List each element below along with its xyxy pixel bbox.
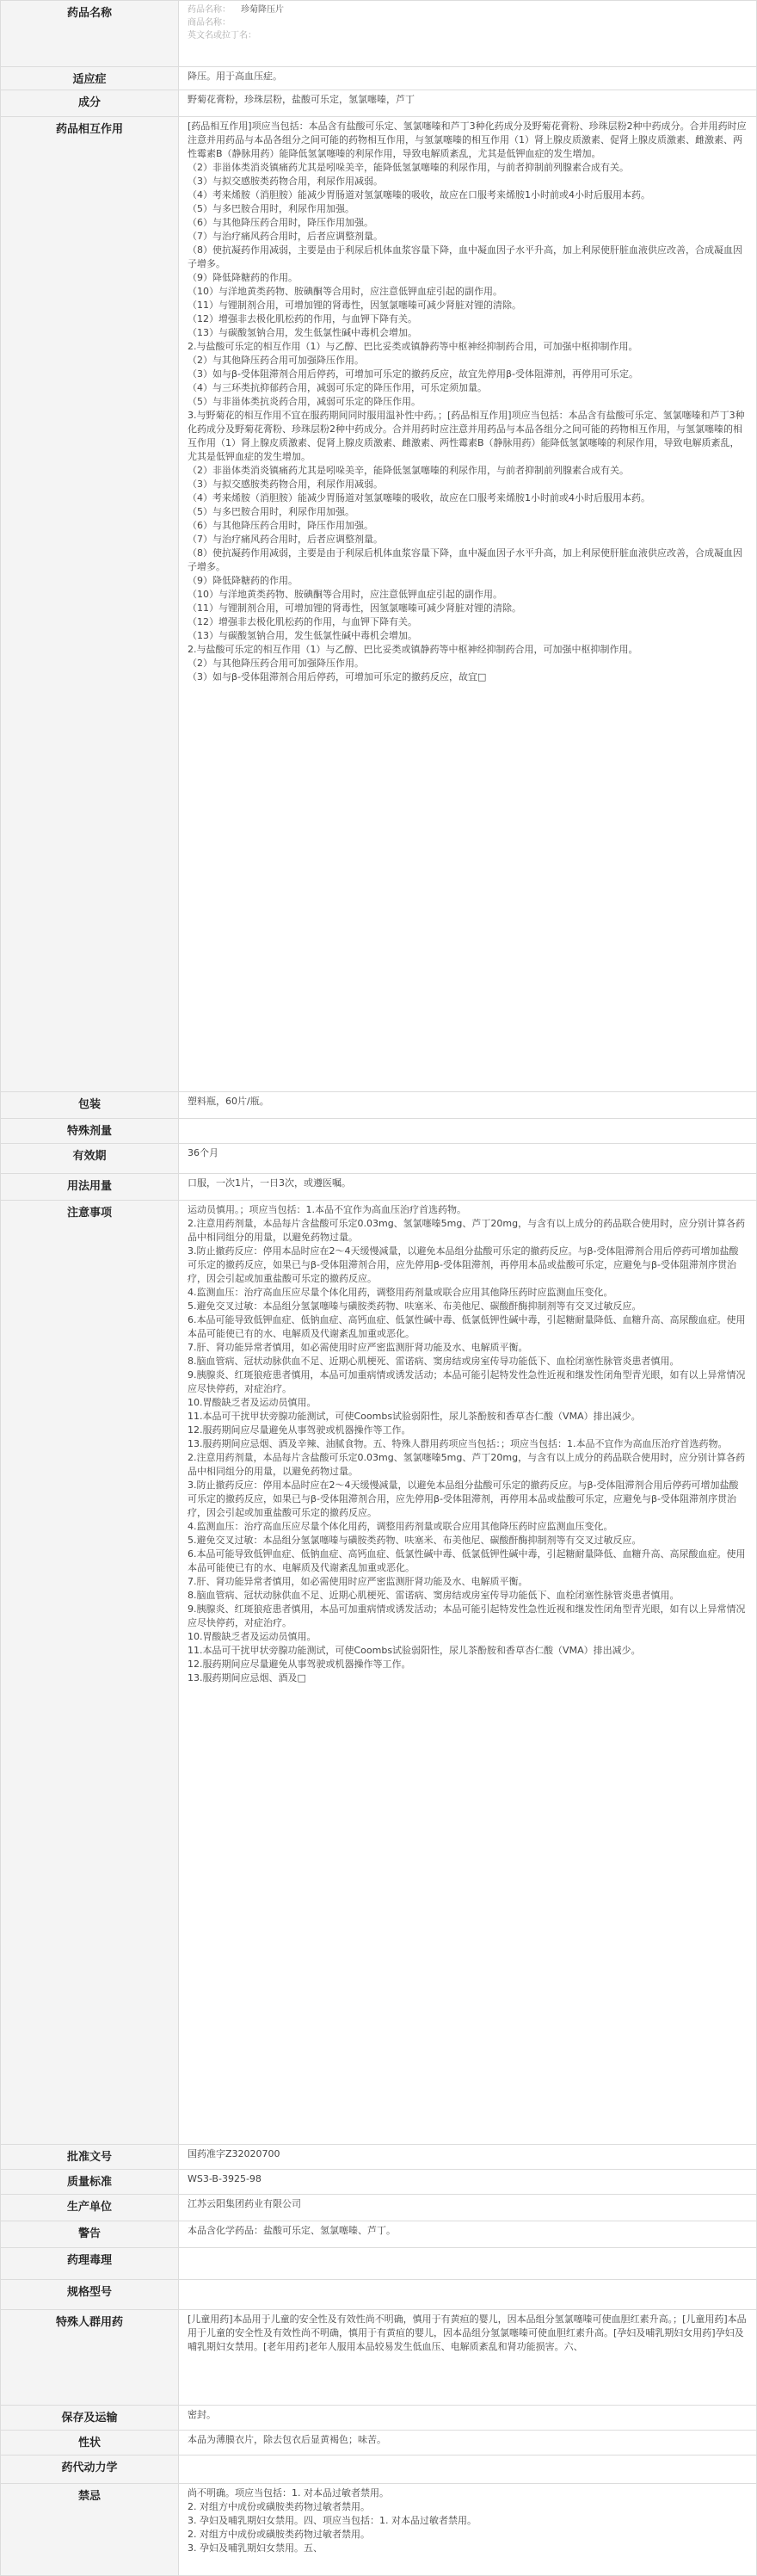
value-pharmacokinetics (179, 2456, 757, 2484)
row-pharmacokinetics (1, 2456, 757, 2484)
text-paragraph: （8）使抗凝药作用减弱，主要是由于利尿后机体血浆容量下降，血中凝血因子水平升高，加上利尿使肝脏血液供应改善，合成凝血因子增多。 (188, 244, 742, 269)
text-paragraph: （3）如与β-受体阻滞剂合用后停药，可增加可乐定的撤药反应，故宜□ (188, 671, 487, 683)
value-indications: 降压。用于高血压症。 (179, 67, 757, 90)
name-line-trade (188, 16, 748, 29)
label-composition: 成分 (1, 90, 179, 117)
label-validity: 有效期 (1, 1144, 179, 1174)
label-cautions: 注意事项 (1, 1201, 179, 2145)
text-paragraph: （2）非甾体类消炎镇痛药尤其是吲哚美辛，能降低氢氯噻嗪的利尿作用，与前者抑制前列腺素合成有关。 (188, 465, 629, 476)
row-drug-name (1, 1, 757, 67)
text-paragraph: （11）与锂制剂合用，可增加锂的肾毒性，因氢氯噻嗪可减少肾脏对锂的清除。 (188, 602, 521, 614)
text-paragraph: （13）与碳酸氢钠合用，发生低氯性碱中毒机会增加。 (188, 327, 417, 338)
text-paragraph: （10）与洋地黄类药物、胺碘酮等合用时，应注意低钾血症引起的副作用。 (188, 589, 502, 600)
text-paragraph: （4）考来烯胺（消胆胺）能减少胃肠道对氢氯噻嗪的吸收，故应在口服考来烯胺1小时前或4小时后服用本药。 (188, 189, 650, 201)
text-paragraph: 13.服药期间应忌烟、酒及辛辣、油腻食物。五、特殊人群用药项应当包括：；项应当包括：1.本品不宜作为高血压治疗首选药物。 (188, 1438, 728, 1449)
label-pharmacokinetics: 药代动力学 (1, 2456, 179, 2484)
text-paragraph: 10.胃酸缺乏者及运动员慎用。 (188, 1397, 317, 1408)
text-paragraph: 2.与盐酸可乐定的相互作用（1）与乙醇、巴比妥类或镇静药等中枢神经抑制药合用，可加强中枢抑制作用。 (188, 644, 638, 655)
text-paragraph: 3.与野菊花的相互作用不宜在服药期间同时服用温补性中药。；[药品相互作用]项应当包括：本品含有盐酸可乐定、氢氯噻嗪和芦丁3种化药成分及野菊花膏粉、珍珠层粉2种中药成分。合并用药时应注意并用药品与本品各组分之间可能的药物相互作用，与氢氯噻嗪的相互作用（1）肾上腺皮质激素、促肾上腺皮质激素、雌激素、两性霉素B（静脉用药）能降低氢氯噻嗪的利尿作用，导致电解质紊乱，尤其是低钾血症的发生增加。 (188, 410, 745, 462)
text-paragraph: （11）与锂制剂合用，可增加锂的肾毒性，因氢氯噻嗪可减少肾脏对锂的清除。 (188, 300, 521, 311)
text-paragraph: （4）考来烯胺（消胆胺）能减少胃肠道对氢氯噻嗪的吸收，故应在口服考来烯胺1小时前或4小时后服用本药。 (188, 492, 650, 503)
text-paragraph: 2. 对组方中成份或磺胺类药物过敏者禁用。 (188, 2529, 370, 2540)
label-special-dosage: 特殊剂量 (1, 1119, 179, 1144)
text-paragraph: （4）与三环类抗抑郁药合用，减弱可乐定的降压作用，可乐定须加量。 (188, 382, 487, 393)
row-pharmacology (1, 2248, 757, 2280)
text-paragraph: 3.防止撤药反应：停用本品时应在2～4天缓慢减量，以避免本品组分盐酸可乐定的撤药反应。与β-受体阻滞剂合用后停药可增加盐酸可乐定的撤药反应，如果已与β-受体阻滞剂合用，应先停用β-受体阻滞剂，再停用本品或盐酸可乐定，应避免与β-受体阻滞剂序贯治疗，因会引起或加重盐酸可乐定的撤药反应。 (188, 1245, 739, 1284)
text-paragraph: 10.胃酸缺乏者及运动员慎用。 (188, 1631, 317, 1642)
text-paragraph: 3. 孕妇及哺乳期妇女禁用。五、 (188, 2542, 323, 2554)
text-paragraph: （5）与非甾体类抗炎药合用，减弱可乐定的降压作用。 (188, 396, 421, 407)
text-paragraph: [药品相互作用]项应当包括：本品含有盐酸可乐定、氢氯噻嗪和芦丁3种化药成分及野菊花膏粉、珍珠层粉2种中药成分。合并用药时应注意并用药品与本品各组分之间可能的药物相互作用，与氢氯噻嗪的相互作用（1）肾上腺皮质激素、促肾上腺皮质激素、雌激素、两性霉素B（静脉用药）能降低氢氯噻嗪的利尿作用，导致电解质紊乱，尤其是低钾血症的发生增加。 (188, 120, 747, 159)
label-special-populations: 特殊人群用药 (1, 2310, 179, 2406)
text-paragraph: 12.服药期间应尽量避免从事驾驶或机器操作等工作。 (188, 1424, 411, 1436)
text-paragraph: 运动员慎用。；项应当包括：1.本品不宜作为高血压治疗首选药物。 (188, 1204, 466, 1215)
row-usage (1, 1174, 757, 1201)
text-paragraph: （3）与拟交感胺类药物合用，利尿作用减弱。 (188, 479, 383, 490)
text-paragraph: 13.服药期间应忌烟、酒及□ (188, 1672, 306, 1683)
value-contraindications (179, 2484, 757, 2576)
value-approval-number: 国药准字Z32020700 (179, 2145, 757, 2170)
value-usage: 口服，一次1片，一日3次，或遵医嘱。 (179, 1174, 757, 1201)
value-special-dosage (179, 1119, 757, 1144)
generic-name: 珍菊降压片 (241, 5, 284, 15)
value-specification (179, 2280, 757, 2310)
value-drug-name (179, 1, 757, 67)
name-line-label: 商品名称： (188, 18, 231, 28)
value-cautions (179, 1201, 757, 2145)
row-validity (1, 1144, 757, 1174)
row-packaging (1, 1092, 757, 1119)
row-special-populations (1, 2310, 757, 2406)
label-quality-standard: 质量标准 (1, 2170, 179, 2195)
text-paragraph: 2.注意用药剂量，本品每片含盐酸可乐定0.03mg、氢氯噻嗪5mg、芦丁20mg，与含有以上成分的药品联合使用时，应分别计算各药品中相同组分的用量，以避免药物过量。 (188, 1452, 746, 1477)
row-storage (1, 2406, 757, 2431)
row-interactions (1, 117, 757, 1092)
text-paragraph: 12.服药期间应尽量避免从事驾驶或机器操作等工作。 (188, 1659, 411, 1670)
text-paragraph: 11.本品可干扰甲状旁腺功能测试，可使Coombs试验弱阳性，尿儿茶酚胺和香草杏仁酸（VMA）排出减少。 (188, 1645, 641, 1656)
label-approval-number: 批准文号 (1, 2145, 179, 2170)
text-paragraph: （8）使抗凝药作用减弱，主要是由于利尿后机体血浆容量下降，血中凝血因子水平升高，加上利尿使肝脏血液供应改善，合成凝血因子增多。 (188, 547, 742, 572)
text-paragraph: （13）与碳酸氢钠合用，发生低氯性碱中毒机会增加。 (188, 630, 417, 641)
label-specification: 规格型号 (1, 2280, 179, 2310)
row-composition (1, 90, 757, 117)
label-storage: 保存及运输 (1, 2406, 179, 2431)
text-paragraph: 3.防止撤药反应：停用本品时应在2～4天缓慢减量，以避免本品组分盐酸可乐定的撤药反应。与β-受体阻滞剂合用后停药可增加盐酸可乐定的撤药反应，如果已与β-受体阻滞剂合用，应先停用β-受体阻滞剂，再停用本品或盐酸可乐定，应避免与β-受体阻滞剂序贯治疗，因会引起或加重盐酸可乐定的撤药反应。 (188, 1480, 739, 1518)
label-drug-name: 药品名称 (1, 1, 179, 67)
name-line-label: 英文名或拉丁名： (188, 31, 256, 40)
text-paragraph: （10）与洋地黄类药物、胺碘酮等合用时，应注意低钾血症引起的副作用。 (188, 286, 502, 297)
text-paragraph: （2）与其他降压药合用可加强降压作用。 (188, 658, 364, 669)
text-paragraph: 尚不明确。项应当包括：1. 对本品过敏者禁用。 (188, 2487, 389, 2499)
text-paragraph: （6）与其他降压药合用时，降压作用加强。 (188, 520, 373, 531)
contraindications-list (188, 2486, 748, 2555)
text-paragraph: 2.与盐酸可乐定的相互作用（1）与乙醇、巴比妥类或镇静药等中枢神经抑制药合用，可加强中枢抑制作用。 (188, 341, 638, 352)
text-paragraph: 7.肝、肾功能异常者慎用，如必需使用时应严密监测肝肾功能及水、电解质平衡。 (188, 1576, 528, 1587)
text-paragraph: （7）与治疗痛风药合用时，后者应调整剂量。 (188, 231, 383, 242)
row-quality-standard (1, 2170, 757, 2195)
value-characteristics: 本品为薄膜衣片，除去包衣后显黄褐色；味苦。 (179, 2431, 757, 2456)
text-paragraph: 8.脑血管病、冠状动脉供血不足、近期心肌梗死、雷诺病、窦房结或房室传导功能低下、血栓闭塞性脉管炎患者慎用。 (188, 1356, 680, 1367)
text-paragraph: 4.监测血压：治疗高血压应尽量个体化用药，调整用药剂量或联合应用其他降压药时应监测血压变化。 (188, 1521, 613, 1532)
text-paragraph: （6）与其他降压药合用时，降压作用加强。 (188, 217, 373, 228)
label-warnings: 警告 (1, 2221, 179, 2248)
row-contraindications (1, 2484, 757, 2576)
value-packaging: 塑料瓶，60片/瓶。 (179, 1092, 757, 1119)
row-special-dosage (1, 1119, 757, 1144)
text-paragraph: （7）与治疗痛风药合用时，后者应调整剂量。 (188, 534, 383, 545)
name-line-generic (188, 3, 748, 16)
label-usage: 用法用量 (1, 1174, 179, 1201)
text-paragraph: 9.胰腺炎、红斑狼疮患者慎用，本品可加重病情或诱发活动；本品可能引起特发性急性近视和继发性闭角型青光眼，如有以上异常情况应尽快停药，对症治疗。 (188, 1369, 746, 1394)
text-paragraph: 5.避免交叉过敏：本品组分氢氯噻嗪与磺胺类药物、呋塞米、布美他尼、碳酸酐酶抑制剂等有交叉过敏反应。 (188, 1300, 642, 1312)
row-manufacturer (1, 2195, 757, 2221)
text-paragraph: （9）降低降糖药的作用。 (188, 272, 298, 283)
interactions-list (188, 120, 748, 684)
cautions-list (188, 1203, 748, 1685)
value-warnings: 本品含化学药品：盐酸可乐定、氢氯噻嗪、芦丁。 (179, 2221, 757, 2248)
name-line-label: 药品名称： (188, 5, 231, 15)
text-paragraph: （2）与其他降压药合用可加强降压作用。 (188, 355, 364, 366)
row-approval-number (1, 2145, 757, 2170)
text-paragraph: 2.注意用药剂量，本品每片含盐酸可乐定0.03mg、氢氯噻嗪5mg、芦丁20mg，与含有以上成分的药品联合使用时，应分别计算各药品中相同组分的用量，以避免药物过量。 (188, 1218, 746, 1243)
row-indications (1, 67, 757, 90)
text-paragraph: 11.本品可干扰甲状旁腺功能测试，可使Coombs试验弱阳性，尿儿茶酚胺和香草杏仁酸（VMA）排出减少。 (188, 1411, 641, 1422)
label-characteristics: 性状 (1, 2431, 179, 2456)
text-paragraph: （12）增强非去极化肌松药的作用，与血钾下降有关。 (188, 616, 417, 627)
text-paragraph: 7.肝、肾功能异常者慎用，如必需使用时应严密监测肝肾功能及水、电解质平衡。 (188, 1342, 528, 1353)
value-composition: 野菊花膏粉，珍珠层粉，盐酸可乐定，氢氯噻嗪，芦丁 (179, 90, 757, 117)
text-paragraph: 4.监测血压：治疗高血压应尽量个体化用药，调整用药剂量或联合应用其他降压药时应监测血压变化。 (188, 1287, 613, 1298)
label-pharmacology: 药理毒理 (1, 2248, 179, 2280)
text-paragraph: （5）与多巴胺合用时，利尿作用加强。 (188, 203, 354, 214)
value-manufacturer: 江苏云阳集团药业有限公司 (179, 2195, 757, 2221)
value-storage: 密封。 (179, 2406, 757, 2431)
value-special-populations: [儿童用药]本品用于儿童的安全性及有效性尚不明确，慎用于有黄疸的婴儿，因本品组分氢氯噻嗪可使血胆红素升高。；[儿童用药]本品用于儿童的安全性及有效性尚不明确，慎用于有黄疸的婴儿，因本品组分氢氯噻嗪可使血胆红素升高。[孕妇及哺乳期妇女用药]孕妇及哺乳期妇女禁用。[老年用药]老年人服用本品较易发生低血压、电解质紊乱和肾功能损害。六、 (179, 2310, 757, 2406)
label-contraindications: 禁忌 (1, 2484, 179, 2576)
text-paragraph: 6.本品可能导致低钾血症、低钠血症、高钙血症、低氯性碱中毒、低氯低钾性碱中毒，引起糖耐量降低、血糖升高、高尿酸血症。使用本品可能使已有的水、电解质及代谢紊乱加重或恶化。 (188, 1314, 746, 1339)
row-specification (1, 2280, 757, 2310)
text-paragraph: 3. 孕妇及哺乳期妇女禁用。四、项应当包括：1. 对本品过敏者禁用。 (188, 2515, 477, 2526)
name-line-english (188, 29, 748, 42)
text-paragraph: （5）与多巴胺合用时，利尿作用加强。 (188, 506, 354, 517)
text-paragraph: 8.脑血管病、冠状动脉供血不足、近期心肌梗死、雷诺病、窦房结或房室传导功能低下、血栓闭塞性脉管炎患者慎用。 (188, 1590, 680, 1601)
label-indications: 适应症 (1, 67, 179, 90)
text-paragraph: （12）增强非去极化肌松药的作用，与血钾下降有关。 (188, 313, 417, 324)
label-interactions: 药品相互作用 (1, 117, 179, 1092)
text-paragraph: （9）降低降糖药的作用。 (188, 575, 298, 586)
label-packaging: 包装 (1, 1092, 179, 1119)
value-validity: 36个月 (179, 1144, 757, 1174)
text-paragraph: （3）与拟交感胺类药物合用，利尿作用减弱。 (188, 176, 383, 187)
value-interactions (179, 117, 757, 1092)
text-paragraph: 9.胰腺炎、红斑狼疮患者慎用，本品可加重病情或诱发活动；本品可能引起特发性急性近视和继发性闭角型青光眼，如有以上异常情况应尽快停药，对症治疗。 (188, 1603, 746, 1628)
row-warnings (1, 2221, 757, 2248)
label-manufacturer: 生产单位 (1, 2195, 179, 2221)
value-pharmacology (179, 2248, 757, 2280)
text-paragraph: 2. 对组方中成份或磺胺类药物过敏者禁用。 (188, 2501, 370, 2512)
text-paragraph: 5.避免交叉过敏：本品组分氢氯噻嗪与磺胺类药物、呋塞米、布美他尼、碳酸酐酶抑制剂等有交叉过敏反应。 (188, 1535, 642, 1546)
text-paragraph: 6.本品可能导致低钾血症、低钠血症、高钙血症、低氯性碱中毒、低氯低钾性碱中毒，引起糖耐量降低、血糖升高、高尿酸血症。使用本品可能使已有的水、电解质及代谢紊乱加重或恶化。 (188, 1548, 746, 1573)
text-paragraph: （2）非甾体类消炎镇痛药尤其是吲哚美辛，能降低氢氯噻嗪的利尿作用，与前者抑制前列腺素合成有关。 (188, 162, 629, 173)
row-characteristics (1, 2431, 757, 2456)
value-quality-standard: WS3-B-3925-98 (179, 2170, 757, 2195)
row-cautions (1, 1201, 757, 2145)
text-paragraph: （3）如与β-受体阻滞剂合用后停药，可增加可乐定的撤药反应，故宜先停用β-受体阻滞剂，再停用可乐定。 (188, 368, 638, 380)
